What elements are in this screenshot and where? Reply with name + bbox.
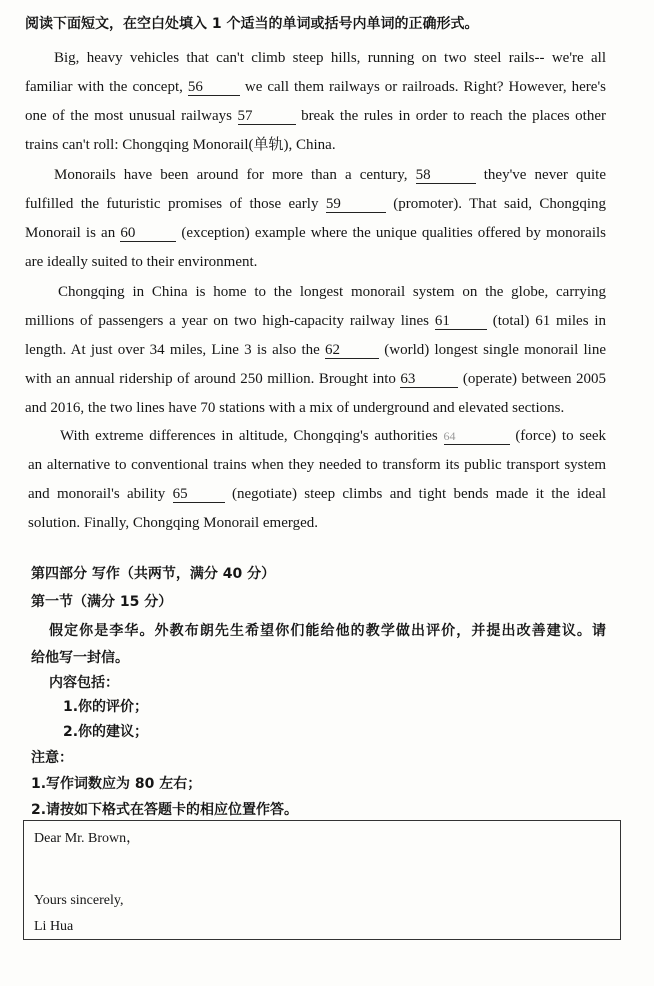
text-span: (operate) between 2005	[462, 371, 607, 387]
para2-line2	[25, 194, 606, 214]
para4-line2: an alternative to conventional trains when they needed to transform its public transport system	[28, 457, 606, 473]
para1-line3	[25, 106, 606, 126]
text-span: fulfilled the futuristic promises of those early	[25, 196, 319, 212]
part4-heading: 第四部分 写作（共两节，满分 40 分）	[31, 566, 276, 582]
para1-line1: Big, heavy vehicles that can't climb steep hills, running on two steel rails-- we're all	[54, 50, 606, 66]
content-label: 内容包括：	[49, 675, 119, 691]
blank-65[interactable]: 65	[173, 486, 225, 503]
para3-line2	[25, 311, 606, 331]
content-item-1: 1.你的评价；	[63, 699, 149, 715]
blank-62[interactable]: 62	[325, 342, 379, 359]
blank-58[interactable]: 58	[416, 167, 476, 184]
text-span: (world) longest single monorail line	[384, 342, 607, 358]
text-span: and monorail's ability	[28, 486, 166, 502]
text-span: Monorails have been around for more than a century,	[54, 167, 408, 183]
para4-line4: solution. Finally, Chongqing Monorail emerged.	[28, 515, 318, 531]
blank-61[interactable]: 61	[435, 313, 487, 330]
task-line1: 假定你是李华。外教布朗先生希望你们能给他的教学做出评价，并提出改善建议。请	[49, 623, 606, 639]
para2-line4: are ideally suited to their environment.	[25, 254, 258, 270]
text-span: Monorail is an	[25, 225, 116, 241]
para3-line5: and 2016, the two lines have 70 stations with a mix of underground and elevated sections.	[25, 400, 565, 416]
blank-60[interactable]: 60	[120, 225, 176, 242]
para4-line1	[60, 426, 606, 446]
para4-line3	[28, 484, 606, 504]
note-2: 2.请按如下格式在答题卡的相应位置作答。	[31, 802, 299, 818]
para3-line4	[25, 369, 606, 389]
text-span: length. At just over 34 miles, Line 3 is also the	[25, 342, 320, 358]
notes-label: 注意：	[31, 750, 73, 766]
letter-greeting: Dear Mr. Brown，	[34, 831, 141, 846]
blank-63[interactable]: 63	[400, 371, 458, 388]
para2-line3	[25, 223, 606, 243]
section-instruction: 阅读下面短文，在空白处填入 1 个适当的单词或括号内单词的正确形式。	[25, 16, 479, 32]
blank-59[interactable]: 59	[326, 196, 386, 213]
para3-line3	[25, 340, 606, 360]
text-span: millions of passengers a year on two high-capacity railway lines	[25, 313, 430, 329]
blank-64[interactable]: 64	[444, 428, 510, 445]
section1-heading: 第一节（满分 15 分）	[31, 594, 173, 610]
text-span: (total) 61 miles in	[492, 313, 607, 329]
text-span: they've never quite	[483, 167, 606, 183]
text-span: familiar with the concept,	[25, 79, 183, 95]
para2-line1	[54, 165, 606, 185]
blank-57[interactable]: 57	[238, 108, 296, 125]
text-span: with an annual ridership of around 250 million. Brought into	[25, 371, 396, 387]
blank-56[interactable]: 56	[188, 79, 240, 96]
letter-format-box	[23, 820, 621, 940]
task-line2: 给他写一封信。	[31, 650, 129, 666]
letter-signature: Li Hua	[34, 919, 74, 934]
para1-line4: trains can't roll: Chongqing Monorail(单轨), China.	[25, 137, 336, 153]
note-1: 1.写作词数应为 80 左右；	[31, 776, 202, 792]
content-item-2: 2.你的建议；	[63, 724, 149, 740]
text-span: (promoter). That said, Chongqing	[393, 196, 607, 212]
text-span: With extreme differences in altitude, Chongqing's authorities	[60, 428, 438, 444]
text-span: break the rules in order to reach the places other	[301, 108, 606, 124]
letter-closing: Yours sincerely,	[34, 893, 124, 908]
text-span: we call them railways or railroads. Right? However, here's	[244, 79, 606, 95]
text-span: (exception) example where the unique qualities offered by monorails	[181, 225, 607, 241]
text-span: (negotiate) steep climbs and tight bends made it the ideal	[231, 486, 607, 502]
para1-line2	[25, 77, 606, 97]
text-span: (force) to seek	[515, 428, 607, 444]
para3-line1: Chongqing in China is home to the longest monorail system on the globe, carrying	[58, 284, 606, 300]
text-span: one of the most unusual railways	[25, 108, 232, 124]
